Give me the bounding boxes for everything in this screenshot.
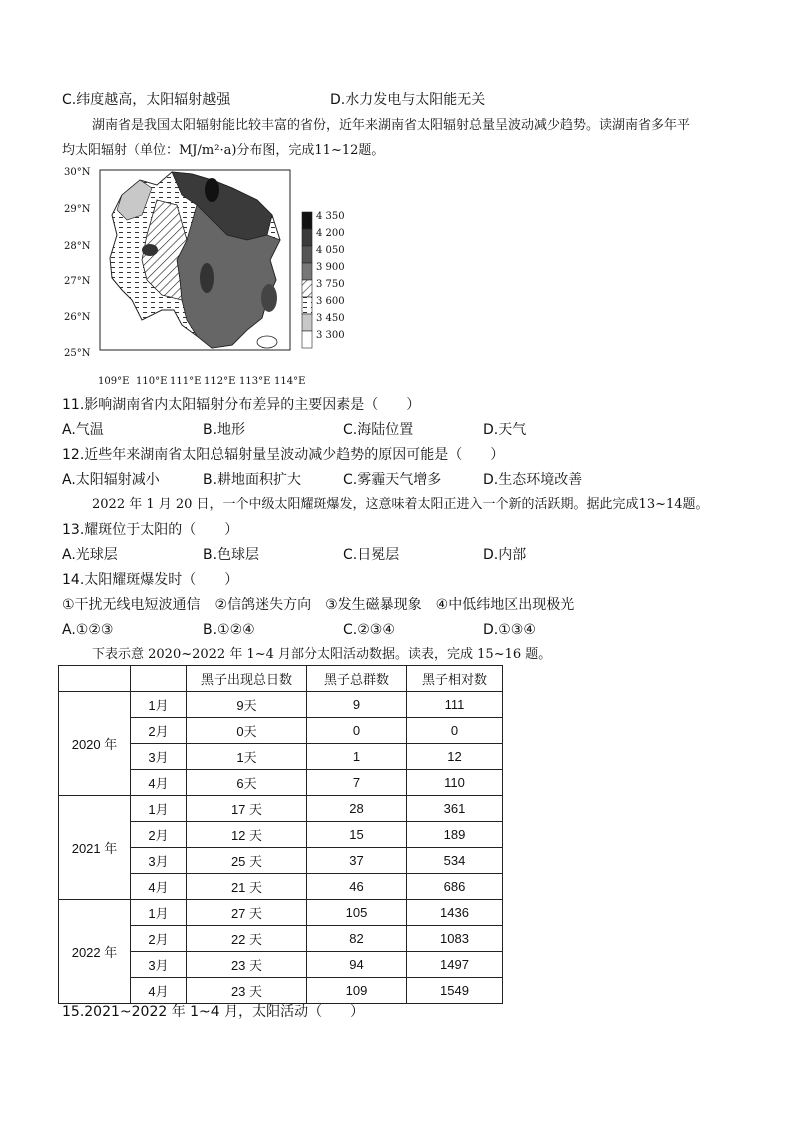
table-row — [59, 796, 503, 822]
table-corner-cell — [131, 666, 187, 692]
q14-option-a: A.①②③ — [62, 622, 114, 638]
month-cell: 4月 — [131, 978, 187, 1004]
lon-label: 113°E — [239, 376, 271, 387]
table-corner-cell — [59, 666, 131, 692]
legend-label: 4 050 — [316, 245, 345, 256]
lon-label: 110°E — [136, 376, 168, 387]
legend-label: 4 350 — [316, 211, 345, 222]
legend-label: 3 450 — [316, 313, 345, 324]
days-cell: 9天 — [187, 692, 307, 718]
lat-label: 28°N — [64, 241, 91, 252]
days-cell: 1天 — [187, 744, 307, 770]
days-cell: 25 天 — [187, 848, 307, 874]
q12-option-a: A.太阳辐射减小 — [62, 472, 160, 488]
days-cell: 17 天 — [187, 796, 307, 822]
relative-cell: 110 — [407, 770, 503, 796]
q11-stem: 11.影响湖南省内太阳辐射分布差异的主要因素是（ ） — [62, 397, 421, 413]
year-cell: 2020 年 — [59, 692, 131, 796]
intro-11-12-line2: 均太阳辐射（单位：MJ/m²·a)分布图，完成11~12题。 — [62, 143, 385, 158]
map-legend — [302, 211, 345, 348]
intro-15-16: 下表示意 2020~2022 年 1~4 月部分太阳活动数据。读表，完成 15~16 题。 — [92, 647, 552, 662]
days-cell: 12 天 — [187, 822, 307, 848]
q13-option-a: A.光球层 — [62, 547, 118, 563]
groups-cell: 0 — [307, 718, 407, 744]
lat-label: 25°N — [64, 348, 91, 359]
month-cell: 1月 — [131, 796, 187, 822]
lon-label: 109°E — [98, 376, 130, 387]
q14-stem: 14.太阳耀斑爆发时（ ） — [62, 572, 239, 588]
relative-cell: 111 — [407, 692, 503, 718]
map-svg — [62, 160, 362, 390]
q11-option-c: C.海陆位置 — [343, 422, 414, 438]
groups-cell: 46 — [307, 874, 407, 900]
month-cell: 4月 — [131, 770, 187, 796]
table-header-row — [59, 666, 503, 692]
relative-cell: 1549 — [407, 978, 503, 1004]
month-cell: 2月 — [131, 718, 187, 744]
legend-label: 3 300 — [316, 330, 345, 341]
legend-label: 3 750 — [316, 279, 345, 290]
sunspot-table — [58, 665, 503, 1004]
q10-option-d: D.水力发电与太阳能无关 — [330, 92, 486, 108]
header-days: 黑子出现总日数 — [187, 666, 307, 692]
q13-stem: 13.耀斑位于太阳的（ ） — [62, 522, 239, 538]
lon-label: 112°E — [204, 376, 236, 387]
lon-label: 114°E — [274, 376, 306, 387]
q14-option-b: B.①②④ — [203, 622, 255, 638]
q10-option-c: C.纬度越高，太阳辐射越强 — [62, 92, 231, 108]
q13-option-c: C.日冕层 — [343, 547, 400, 563]
groups-cell: 15 — [307, 822, 407, 848]
relative-cell: 12 — [407, 744, 503, 770]
lat-label: 30°N — [64, 167, 91, 178]
month-cell: 1月 — [131, 692, 187, 718]
groups-cell: 28 — [307, 796, 407, 822]
year-cell: 2022 年 — [59, 900, 131, 1004]
q14-items: ①干扰无线电短波通信 ②信鸽迷失方向 ③发生磁暴现象 ④中低纬地区出现极光 — [62, 597, 575, 613]
groups-cell: 1 — [307, 744, 407, 770]
month-cell: 4月 — [131, 874, 187, 900]
q11-option-b: B.地形 — [203, 422, 246, 438]
days-cell: 23 天 — [187, 978, 307, 1004]
month-cell: 2月 — [131, 926, 187, 952]
q13-option-d: D.内部 — [483, 547, 527, 563]
relative-cell: 1436 — [407, 900, 503, 926]
lat-label: 29°N — [64, 204, 91, 215]
month-cell: 1月 — [131, 900, 187, 926]
lat-label: 26°N — [64, 312, 91, 323]
relative-cell: 1497 — [407, 952, 503, 978]
q12-option-d: D.生态环境改善 — [483, 472, 583, 488]
relative-cell: 534 — [407, 848, 503, 874]
legend-label: 3 900 — [316, 262, 345, 273]
lat-label: 27°N — [64, 276, 91, 287]
q11-option-d: D.天气 — [483, 422, 527, 438]
groups-cell: 105 — [307, 900, 407, 926]
days-cell: 27 天 — [187, 900, 307, 926]
intro-11-12-line1: 湖南省是我国太阳辐射能比较丰富的省份，近年来湖南省太阳辐射总量呈波动减少趋势。读湖南省多年平 — [92, 118, 691, 133]
q15-stem: 15.2021~2022 年 1~4 月，太阳活动（ ） — [62, 1004, 365, 1020]
days-cell: 0天 — [187, 718, 307, 744]
legend-label: 3 600 — [316, 296, 345, 307]
relative-cell: 189 — [407, 822, 503, 848]
q12-option-b: B.耕地面积扩大 — [203, 472, 302, 488]
groups-cell: 9 — [307, 692, 407, 718]
intro-13-14: 2022 年 1 月 20 日，一个中级太阳耀斑爆发，这意味着太阳正进入一个新的活跃期。据此完成13~14题。 — [92, 497, 709, 512]
days-cell: 23 天 — [187, 952, 307, 978]
days-cell: 22 天 — [187, 926, 307, 952]
month-cell: 2月 — [131, 822, 187, 848]
year-cell: 2021 年 — [59, 796, 131, 900]
q12-option-c: C.雾霾天气增多 — [343, 472, 442, 488]
days-cell: 21 天 — [187, 874, 307, 900]
relative-cell: 0 — [407, 718, 503, 744]
month-cell: 3月 — [131, 744, 187, 770]
q12-stem: 12.近些年来湖南省太阳总辐射量呈波动减少趋势的原因可能是（ ） — [62, 447, 505, 463]
header-groups: 黑子总群数 — [307, 666, 407, 692]
hunan-radiation-map — [62, 160, 362, 390]
relative-cell: 1083 — [407, 926, 503, 952]
groups-cell: 7 — [307, 770, 407, 796]
groups-cell: 94 — [307, 952, 407, 978]
groups-cell: 109 — [307, 978, 407, 1004]
groups-cell: 37 — [307, 848, 407, 874]
q14-option-c: C.②③④ — [343, 622, 395, 638]
lon-label: 111°E — [170, 376, 202, 387]
month-cell: 3月 — [131, 952, 187, 978]
table-row — [59, 900, 503, 926]
q14-option-d: D.①③④ — [483, 622, 536, 638]
q11-option-a: A.气温 — [62, 422, 104, 438]
groups-cell: 82 — [307, 926, 407, 952]
q13-option-b: B.色球层 — [203, 547, 260, 563]
header-relative: 黑子相对数 — [407, 666, 503, 692]
relative-cell: 686 — [407, 874, 503, 900]
table-row — [59, 692, 503, 718]
days-cell: 6天 — [187, 770, 307, 796]
month-cell: 3月 — [131, 848, 187, 874]
legend-label: 4 200 — [316, 228, 345, 239]
relative-cell: 361 — [407, 796, 503, 822]
